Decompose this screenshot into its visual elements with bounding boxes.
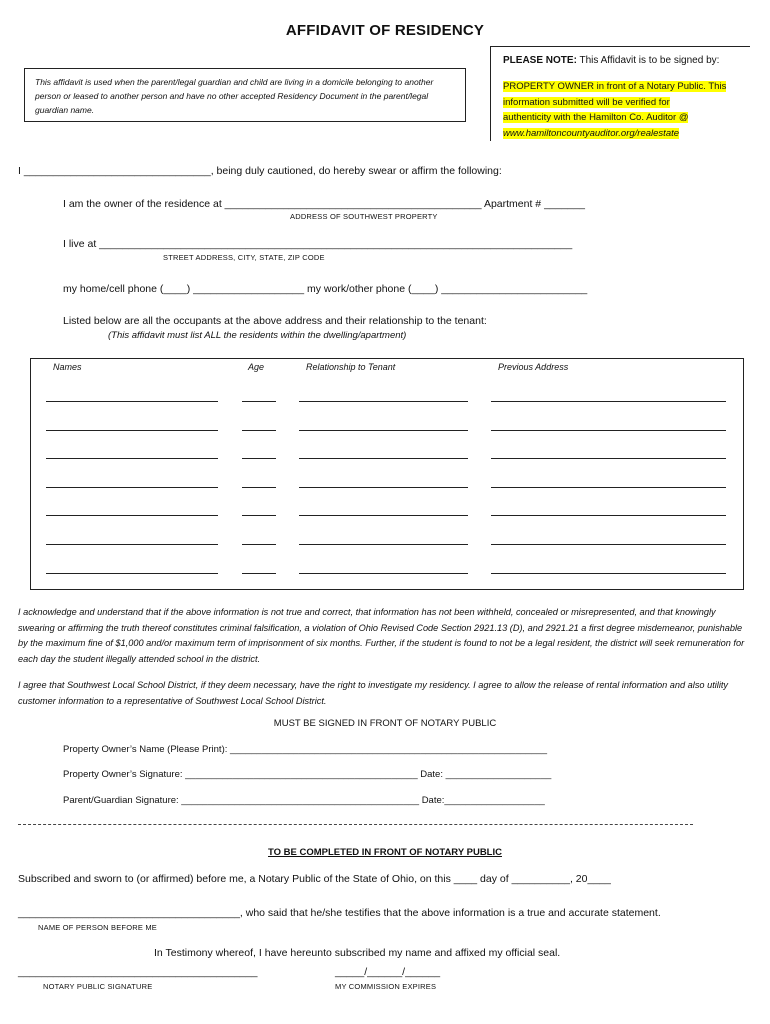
occupants-note: (This affidavit must list ALL the residents within the dwelling/apartment) <box>108 330 407 341</box>
testimony-line: In Testimony whereof, I have hereunto subscribed my name and affixed my official seal. <box>154 947 561 959</box>
person-before-me-caption: NAME OF PERSON BEFORE ME <box>38 923 157 932</box>
intro-note-text: This affidavit is used when the parent/legal guardian and child are living in a domicile belonging to another person or leased to another person and have no other accepted Residency Document in the parent/legal guardian name. <box>35 77 434 115</box>
row-7-name-field[interactable] <box>46 573 218 574</box>
phone-line[interactable]: my home/cell phone (____) ___________________ my work/other phone (____) _________________________ <box>63 283 588 295</box>
notary-signature-caption: NOTARY PUBLIC SIGNATURE <box>43 982 153 991</box>
col-header-age: Age <box>248 362 265 372</box>
row-5-name-field[interactable] <box>46 515 218 516</box>
row-6-previous-address-field[interactable] <box>491 544 726 545</box>
person-before-me-line[interactable]: ______________________________________, who said that he/she testifies that the above information is a true and accurate statement. <box>18 907 661 919</box>
row-4-previous-address-field[interactable] <box>491 487 726 488</box>
please-note-label: PLEASE NOTE: <box>503 55 577 66</box>
notary-heading-text: TO BE COMPLETED IN FRONT OF NOTARY PUBLIC <box>268 847 502 858</box>
commission-expires-caption: MY COMMISSION EXPIRES <box>335 982 437 991</box>
row-5-age-field[interactable] <box>242 515 276 516</box>
row-5-previous-address-field[interactable] <box>491 515 726 516</box>
sworn-line[interactable]: Subscribed and sworn to (or affirmed) before me, a Notary Public of the State of Ohio, on this ____ day of __________, 20____ <box>18 873 611 885</box>
notary-heading <box>0 847 770 858</box>
page-title: AFFIDAVIT OF RESIDENCY <box>285 22 485 39</box>
intro-note-box <box>24 68 466 122</box>
row-2-name-field[interactable] <box>46 430 218 431</box>
owner-signature-field[interactable]: Property Owner’s Signature: ____________________________________________ Date: ____________________ <box>63 769 552 780</box>
must-sign-notice: MUST BE SIGNED IN FRONT OF NOTARY PUBLIC <box>273 718 497 729</box>
row-1-age-field[interactable] <box>242 401 276 402</box>
occupants-table <box>30 358 744 590</box>
row-3-name-field[interactable] <box>46 458 218 459</box>
owner-address-line[interactable]: I am the owner of the residence at ____________________________________________ Apartment # _______ <box>63 198 585 210</box>
live-at-line[interactable]: I live at _________________________________________________________________________________ <box>63 238 573 250</box>
row-6-name-field[interactable] <box>46 544 218 545</box>
row-4-name-field[interactable] <box>46 487 218 488</box>
highlight-line-1: PROPERTY OWNER in front of a Notary Public. This <box>503 81 727 92</box>
please-note-text: This Affidavit is to be signed by: <box>579 55 720 66</box>
commission-expires-line[interactable]: _____/______/______ <box>335 966 441 978</box>
row-3-age-field[interactable] <box>242 458 276 459</box>
please-note-left-border <box>490 46 491 141</box>
please-note-highlight <box>503 79 726 141</box>
live-at-caption: STREET ADDRESS, CITY, STATE, ZIP CODE <box>163 253 325 262</box>
owner-name-field[interactable]: Property Owner’s Name (Please Print): ____________________________________________________________ <box>63 744 548 755</box>
please-note-top-border <box>490 46 750 47</box>
section-divider <box>18 824 693 825</box>
auditor-link[interactable]: www.hamiltoncountyauditor.org/realestate <box>503 127 680 139</box>
row-2-previous-address-field[interactable] <box>491 430 726 431</box>
highlight-line-3: authenticity with the Hamilton Co. Auditor @ <box>503 112 689 123</box>
row-6-age-field[interactable] <box>242 544 276 545</box>
agreement-paragraph: I agree that Southwest Local School District, if they deem necessary, have the right to investigate my residency. I agree to allow the release of rental information and also utility customer information to a representative of Southwest Local School District. <box>18 680 729 706</box>
notary-signature-line[interactable]: _________________________________________ <box>18 966 258 978</box>
row-6-relationship-field[interactable] <box>299 544 468 545</box>
col-header-previous-address: Previous Address <box>498 362 569 372</box>
row-1-name-field[interactable] <box>46 401 218 402</box>
row-3-relationship-field[interactable] <box>299 458 468 459</box>
col-header-relationship: Relationship to Tenant <box>306 362 396 372</box>
row-4-age-field[interactable] <box>242 487 276 488</box>
row-5-relationship-field[interactable] <box>299 515 468 516</box>
row-7-previous-address-field[interactable] <box>491 573 726 574</box>
row-1-relationship-field[interactable] <box>299 401 468 402</box>
occupants-line: Listed below are all the occupants at the above address and their relationship to the tenant: <box>63 315 487 327</box>
row-7-relationship-field[interactable] <box>299 573 468 574</box>
acknowledgement-paragraph: I acknowledge and understand that if the above information is not true and correct, that information has not been withheld, concealed or misrepresented, and that knowingly swearing or affirming the truth thereof constitutes criminal falsification, a violation of Ohio Revised Code Section 2921.13 (D), and 2921.21 a first degree misdemeanor, punishable by the maximum fine of $1,000 and/or maximum term of imprisonment of six months. Further, if the student is found to not be a legal resident, the district will seek remuneration for each day the student illegally attended school in the district. <box>18 607 745 664</box>
col-header-names: Names <box>53 362 82 372</box>
owner-address-caption: ADDRESS OF SOUTHWEST PROPERTY <box>290 212 438 221</box>
row-1-previous-address-field[interactable] <box>491 401 726 402</box>
highlight-line-2: information submitted will be verified for <box>503 96 670 108</box>
oath-line[interactable]: I ________________________________, being duly cautioned, do hereby swear or affirm the following: <box>18 165 502 177</box>
row-2-relationship-field[interactable] <box>299 430 468 431</box>
row-7-age-field[interactable] <box>242 573 276 574</box>
row-3-previous-address-field[interactable] <box>491 458 726 459</box>
please-note <box>503 55 719 66</box>
guardian-signature-field[interactable]: Parent/Guardian Signature: _____________________________________________ Date:___________________ <box>63 795 545 806</box>
row-2-age-field[interactable] <box>242 430 276 431</box>
row-4-relationship-field[interactable] <box>299 487 468 488</box>
